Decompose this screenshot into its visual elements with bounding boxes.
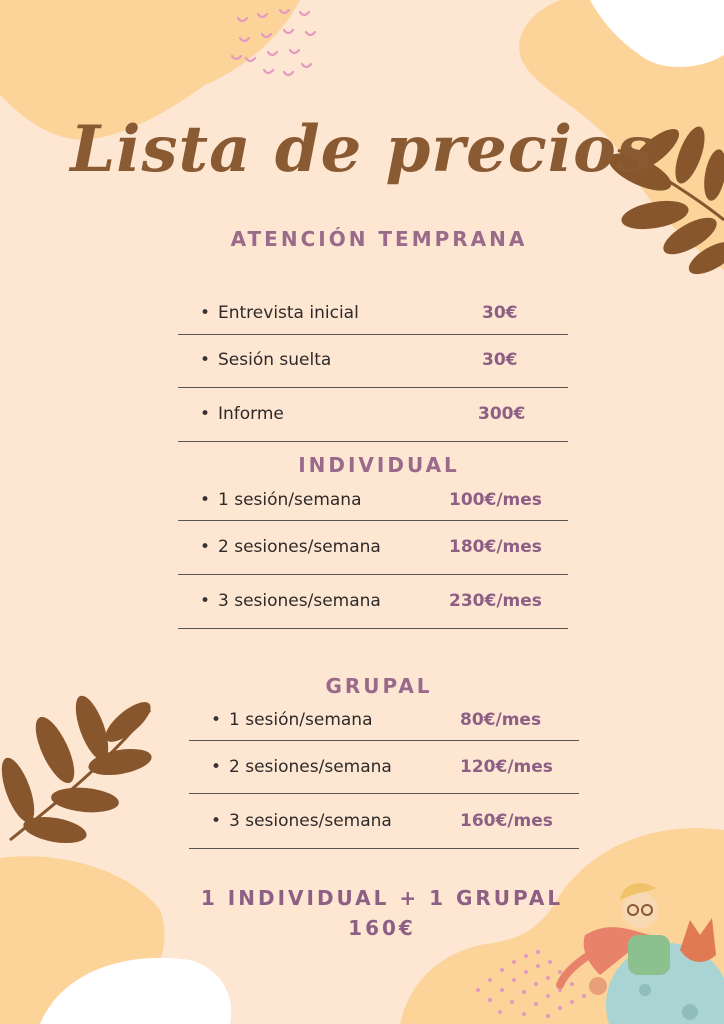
price-row — [178, 591, 568, 629]
item-label: 2 sesiones/semana — [218, 537, 381, 557]
section-heading-grupal: GRUPAL — [325, 674, 433, 698]
item-label: 3 sesiones/semana — [229, 811, 392, 831]
item-price: 80€/mes — [460, 710, 542, 730]
price-row — [189, 811, 579, 849]
item-label: Entrevista inicial — [218, 303, 359, 323]
price-row — [178, 490, 568, 521]
item-price: 30€ — [482, 303, 518, 323]
item-price: 160€/mes — [460, 811, 553, 831]
section-heading-atencion: ATENCIÓN TEMPRANA — [230, 227, 528, 251]
item-price: 30€ — [482, 350, 518, 370]
bullet-icon: • — [211, 710, 222, 730]
bullet-icon: • — [200, 404, 211, 424]
combo-offer — [0, 883, 724, 943]
item-price: 100€/mes — [449, 490, 542, 510]
combo-line-2: 160€ — [348, 916, 416, 940]
item-price: 120€/mes — [460, 757, 553, 777]
item-label: 2 sesiones/semana — [229, 757, 392, 777]
combo-line-1: 1 INDIVIDUAL + 1 GRUPAL — [200, 886, 564, 910]
item-label: 1 sesión/semana — [218, 490, 362, 510]
bullet-icon: • — [200, 490, 211, 510]
leaf-branch-bottom-left — [0, 692, 157, 847]
price-row — [178, 303, 568, 335]
bullet-icon: • — [200, 591, 211, 611]
item-label: Informe — [218, 404, 284, 424]
item-price: 180€/mes — [449, 537, 542, 557]
price-row — [189, 757, 579, 794]
bullet-icon: • — [211, 757, 222, 777]
bullet-icon: • — [200, 537, 211, 557]
page-title: Lista de precios — [70, 112, 654, 187]
bullet-icon: • — [211, 811, 222, 831]
item-label: 1 sesión/semana — [229, 710, 373, 730]
section-heading-individual: INDIVIDUAL — [298, 453, 460, 477]
price-row — [178, 350, 568, 388]
price-row — [178, 537, 568, 575]
item-price: 300€ — [478, 404, 526, 424]
price-row — [189, 710, 579, 741]
item-label: Sesión suelta — [218, 350, 332, 370]
bullet-icon: • — [200, 350, 211, 370]
item-price: 230€/mes — [449, 591, 542, 611]
item-label: 3 sesiones/semana — [218, 591, 381, 611]
price-row — [178, 404, 568, 442]
bullet-icon: • — [200, 303, 211, 323]
